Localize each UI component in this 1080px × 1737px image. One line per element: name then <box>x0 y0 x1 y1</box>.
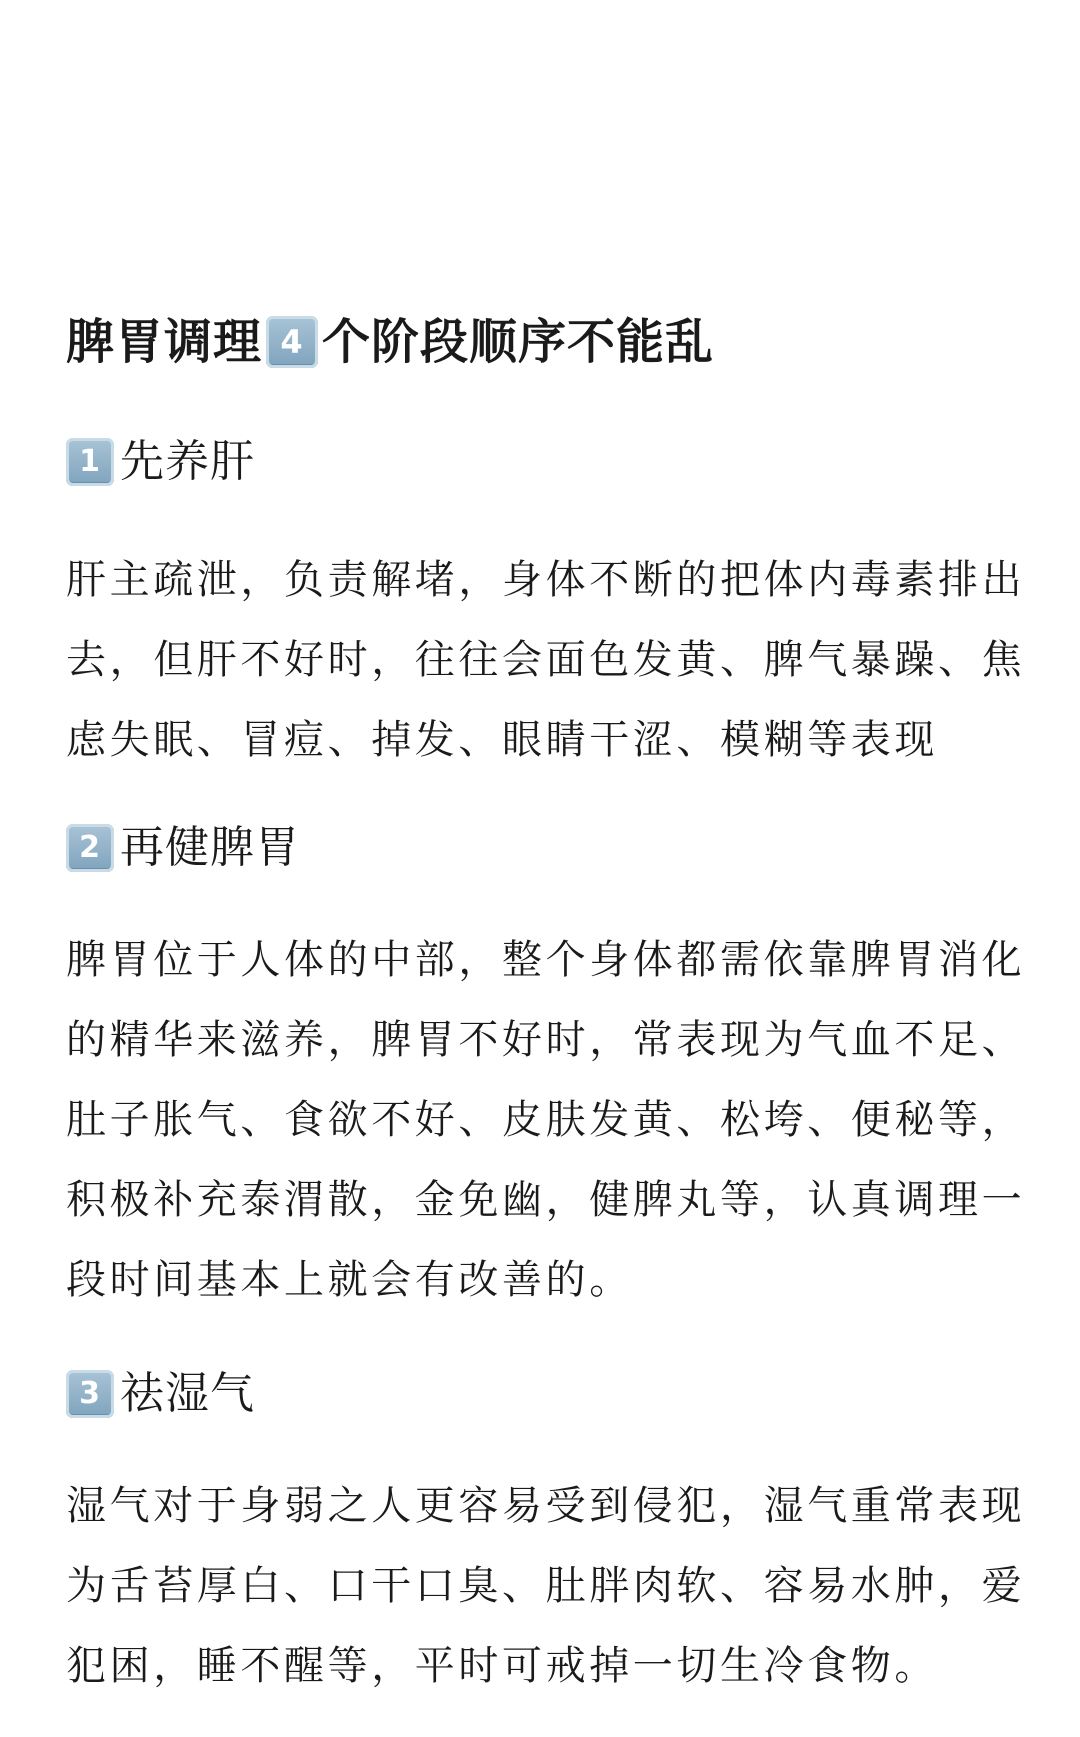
section-heading-text: 先养肝 <box>120 436 255 487</box>
section-heading-text: 祛湿气 <box>120 1368 255 1419</box>
keycap-number-icon: 2 <box>66 824 114 872</box>
section-paragraph-3: 湿气对于身弱之人更容易受到侵犯，湿气重常表现为舌苔厚白、口干口臭、肚胖肉软、容易水肿，爱犯困，睡不醒等，平时可戒掉一切生冷食物。 <box>66 1483 1026 1689</box>
section-heading-2 <box>66 820 300 876</box>
section-paragraph-1: 肝主疏泄，负责解堵，身体不断的把体内毒素排出去，但肝不好时，往往会面色发黄、脾气暴躁、焦虑失眠、冒痘、掉发、眼睛干涩、模糊等表现 <box>66 557 1026 763</box>
section-heading-text: 再健脾胃 <box>120 822 300 873</box>
keycap-number-icon: 4 <box>266 316 318 368</box>
keycap-number-icon: 3 <box>66 1370 114 1418</box>
section-paragraph-2: 脾胃位于人体的中部，整个身体都需依靠脾胃消化的精华来滋养，脾胃不好时，常表现为气血不足、肚子胀气、食欲不好、皮肤发黄、松垮、便秘等，积极补充泰渭散，金免幽，健脾丸等，认真调理一段时间基本上就会有改善的。 <box>66 937 1026 1303</box>
section-heading-3 <box>66 1366 255 1422</box>
article-title <box>66 312 714 372</box>
section-heading-1 <box>66 434 255 490</box>
title-text-start: 脾胃调理 <box>66 314 263 370</box>
keycap-number-icon: 1 <box>66 438 114 486</box>
title-text-end: 个阶段顺序不能乱 <box>322 314 715 370</box>
